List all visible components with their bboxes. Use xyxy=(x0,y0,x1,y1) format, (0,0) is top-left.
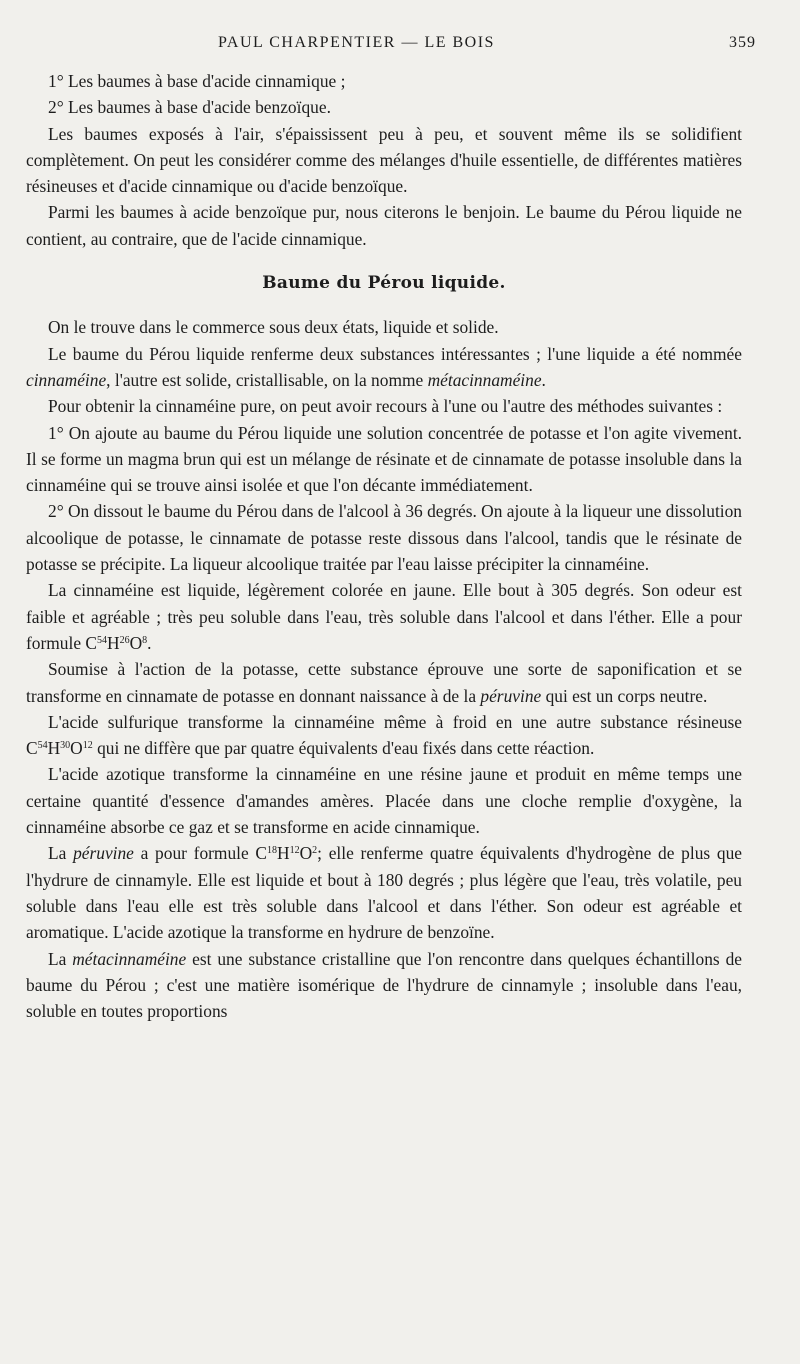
paragraph-saponification: Soumise à l'action de la potasse, cette substance éprouve une sorte de saponification et se transforme en cinnamate de potasse en donnant naissance à de la péruvine qui est un corps neutre. xyxy=(26,659,742,706)
paragraph-commerce: On le trouve dans le commerce sous deux états, liquide et solide. xyxy=(48,317,499,338)
running-title: PAUL CHARPENTIER — LE BOIS xyxy=(218,34,495,51)
list-item-2: 2° Les baumes à base d'acide benzoïque. xyxy=(48,97,331,118)
paragraph-balms-exposure: Les baumes exposés à l'air, s'épaississent peu à peu, et souvent même ils se solidifient complètement. On peut les considérer comme des mélanges d'huile essentielle, de différentes matières résineuses et d'acide cinnamique ou d'acide benzoïque. xyxy=(26,123,742,197)
paragraph-methods: Pour obtenir la cinnaméine pure, on peut avoir recours à l'une ou l'autre des méthodes suivantes : xyxy=(48,396,723,417)
paragraph-benzoic-balms: Parmi les baumes à acide benzoïque pur, nous citerons le benjoin. Le baume du Pérou liquide ne contient, au contraire, que de l'acide cinnamique. xyxy=(26,202,742,249)
paragraph-peruvine: La péruvine a pour formule $C^{18}H^{12}O^2$; elle renferme quatre équivalents d'hydrogène de plus que l'hydrure de cinnamyle. Elle est liquide et bout à 180 degrés ; plus légère que l'eau, très volatile, peu soluble dans l'eau elle est très soluble dans l'alcool et dans l'éther. Son odeur est agréable et aromatique. L'acide azotique la transforme en hydrure de benzoïne. xyxy=(26,843,742,943)
paragraph-cinnameine: La cinnaméine est liquide, légèrement colorée en jaune. Elle bout à 305 degrés. Son odeur est faible et agréable ; très peu soluble dans l'eau, très soluble dans l'alcool et dans l'éther. Elle a pour formule $C^{54}H^{26}O^8$. xyxy=(26,580,742,653)
section-heading: Baume du Pérou liquide. xyxy=(262,273,506,294)
paragraph-sulfuric-acid: L'acide sulfurique transforme la cinnaméine même à froid en une autre substance résineuse $C^{54}H^{30}O^{12}$ qui ne diffère que par quatre équivalents d'eau fixés dans cette réaction. xyxy=(26,711,742,759)
paragraph-method-1: 1° On ajoute au baume du Pérou liquide une solution concentrée de potasse et l'on agite vivement. Il se forme un magma brun qui est un mélange de résinate et de cinnamate de potasse insoluble dans la cinnaméine qui se trouve ainsi isolée et que l'on décante immédiatement. xyxy=(26,422,742,496)
page-number: 359 xyxy=(729,34,756,51)
paragraph-substances: Le baume du Pérou liquide renferme deux substances intéressantes ; l'une liquide a été nommée cinnaméine, l'autre est solide, cristallisable, on la nomme métacinnaméine. xyxy=(26,343,742,390)
list-item-1: 1° Les baumes à base d'acide cinnamique ; xyxy=(48,71,346,91)
paragraph-method-2: 2° On dissout le baume du Pérou dans de l'alcool à 36 degrés. On ajoute à la liqueur une dissolution alcoolique de potasse, le cinnamate de potasse reste dissous dans l'alcool, tandis que le résinate de potasse se précipite. La liqueur alcoolique traitée par l'eau laisse précipiter la cinnaméine. xyxy=(26,501,742,575)
paragraph-metacinnameine: La métacinnaméine est une substance cristalline que l'on rencontre dans quelques échantillons de baume du Pérou ; c'est une matière isomérique de l'hydrure de cinnamyle ; insoluble dans l'eau, soluble en toutes proportions xyxy=(26,948,742,1022)
page-body xyxy=(26,68,742,1024)
page-header xyxy=(26,34,756,56)
paragraph-nitric-acid: L'acide azotique transforme la cinnaméine en une résine jaune et produit en même temps une certaine quantité d'essence d'amandes amères. Placée dans une cloche remplie d'oxygène, la cinnaméine absorbe ce gaz et se transforme en acide cinnamique. xyxy=(26,764,742,838)
